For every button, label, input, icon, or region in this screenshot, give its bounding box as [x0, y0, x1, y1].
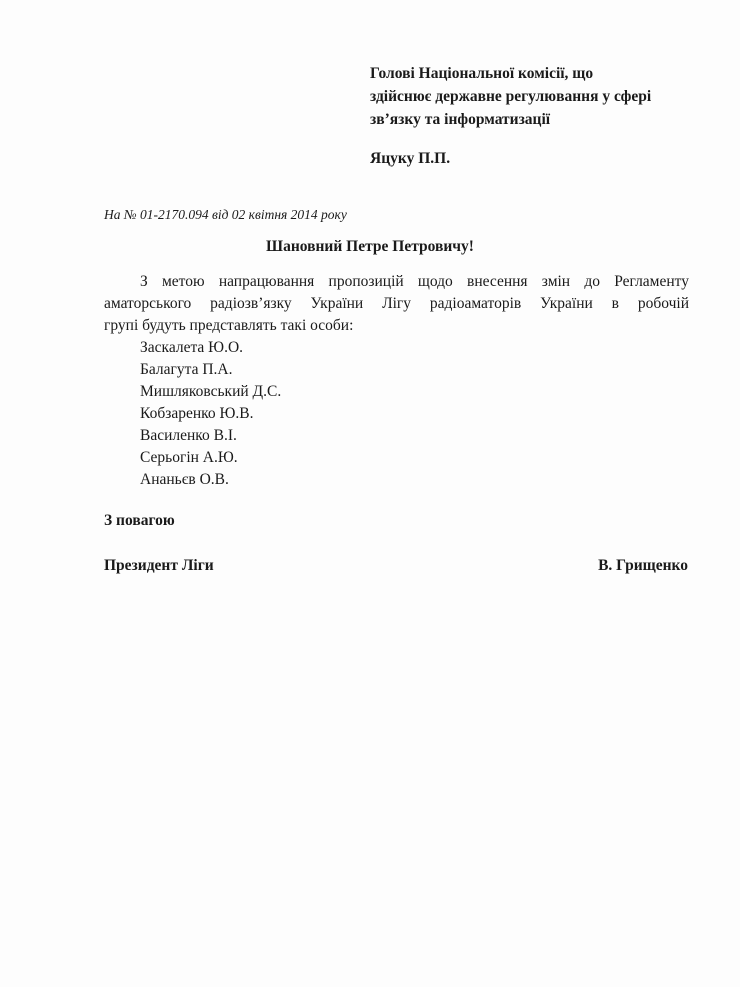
addressee-name: Яцуку П.П. — [370, 150, 451, 167]
reference-line: На № 01-2170.094 від 02 квітня 2014 року — [104, 207, 347, 222]
member-item: Балагута П.А. — [140, 361, 233, 378]
member-item: Серьогін А.Ю. — [140, 449, 238, 466]
member-item: Василенко В.І. — [140, 427, 237, 444]
body-line: З метою напрацювання пропозицій щодо внесення змін до Регламенту — [140, 273, 689, 290]
closing: З повагою — [104, 512, 175, 529]
member-item: Мишляковський Д.С. — [140, 383, 282, 400]
addressee-line: зв’язку та інформатизації — [370, 111, 551, 128]
member-item: Кобзаренко Ю.В. — [140, 405, 254, 422]
addressee-line: здійснює державне регулювання у сфері — [370, 88, 652, 105]
signatory-title: Президент Ліги — [104, 557, 214, 574]
member-list — [140, 337, 281, 491]
member-item: Ананьєв О.В. — [140, 471, 229, 488]
addressee-line: Голові Національної комісії, що — [370, 65, 594, 82]
body-line: аматорського радіозв’язку України Лігу радіоаматорів України в робочій — [104, 295, 689, 312]
member-item: Заскалета Ю.О. — [140, 339, 244, 356]
body-line: групі будуть представлять такі особи: — [104, 317, 354, 334]
signatory-name: В. Грищенко — [598, 557, 688, 574]
body-paragraph — [104, 271, 689, 337]
salutation: Шановний Петре Петровичу! — [266, 238, 474, 255]
addressee-block — [370, 62, 710, 170]
